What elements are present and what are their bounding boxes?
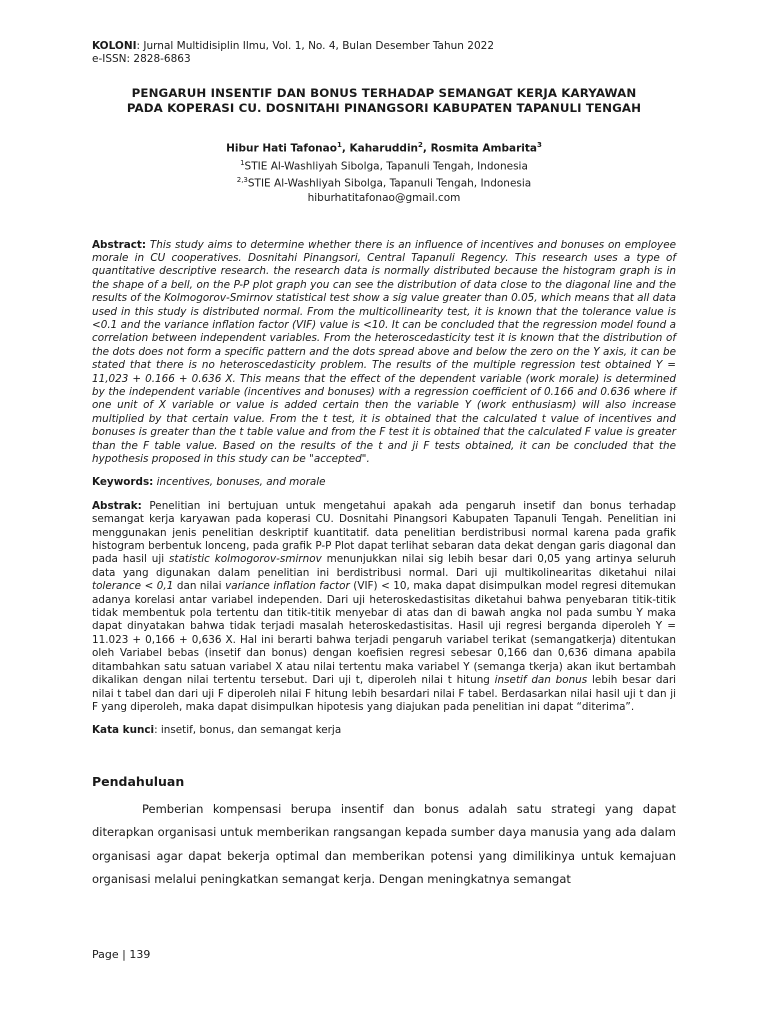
keywords-label: Keywords: bbox=[92, 476, 154, 489]
abstrak-text-4: (VIF) < 10, maka dapat disimpulkan model regresi ditemukan adanya korelasi antar variabel independen. Dari uji heteroskedastisitas diketahui bahwa penyebaran titik-titik tidak membentuk pola tertentu dan titik-titik menyebar di atas dan di bawah angka nol pada sumbu Y maka dapat dinyatakan bahwa tidak terjadi masalah heteroskedastisitas. Hasil uji regresi berganda diperoleh Y = 11.023 + 0,166 + 0,636 X. Hal ini berarti bahwa terjadi pengaruh variabel terikat (semangatkerja) ditentukan oleh Variabel bebas (insetif dan bonus) dengan koefisien regresi sebesar 0,166 dan 0,636 dimana apabila ditambahkan satu satuan variabel X atau nilai tertentu maka variabel Y (semanga tkerja) akan ikut bertambah dikalikan dengan nilai tertentu tersebut. Dari uji t, diperoleh nilai t hitung bbox=[92, 580, 676, 687]
paper-title-line-2: PADA KOPERASI CU. DOSNITAHI PINANGSORI KABUPATEN TAPANULI TENGAH bbox=[126, 101, 642, 115]
author-block bbox=[92, 138, 676, 205]
affiliation-1 bbox=[92, 156, 676, 174]
section-heading: Pendahuluan bbox=[92, 773, 185, 789]
kata-kunci bbox=[92, 724, 676, 737]
abstrak-text-2: menunjukkan nilai sig lebih besar dari 0,05 yang artinya seluruh data yang digunakan dalam penelitian ini berdistribusi normal. Dari uji multikolinearitas diketahui nilai bbox=[92, 553, 676, 579]
journal-issn: e-ISSN: 2828-6863 bbox=[92, 53, 191, 65]
keywords-english bbox=[92, 476, 676, 489]
paper-page bbox=[92, 40, 676, 892]
journal-header bbox=[92, 40, 676, 66]
author-1: Hibur Hati Tafonao bbox=[226, 142, 337, 155]
affiliation-2-sup: 2,3 bbox=[236, 176, 248, 184]
section-paragraph: Pemberian kompensasi berupa insentif dan bonus adalah satu strategi yang dapat diterapkan organisasi untuk memberikan rangsangan kepada sumber daya manusia yang ada dalam organisasi agar dapat bekerja optimal dan memberikan potensi yang dimilikinya untuk kemajuan organisasi melalui peningkatkan semangat kerja. Dengan meningkatnya semangat bbox=[92, 801, 676, 887]
author-3: Rosmita Ambarita bbox=[430, 142, 537, 155]
keywords-text: incentives, bonuses, and morale bbox=[156, 476, 326, 489]
page-number: Page | 139 bbox=[92, 948, 151, 961]
journal-name: KOLONI bbox=[92, 40, 137, 52]
abstract-english bbox=[92, 239, 676, 467]
affiliation-1-text: STIE Al-Washliyah Sibolga, Tapanuli Tengah, Indonesia bbox=[244, 160, 528, 172]
paper-title-line-1: PENGARUH INSENTIF DAN BONUS TERHADAP SEMANGAT KERJA KARYAWAN bbox=[131, 86, 637, 100]
author-2: Kaharuddin bbox=[349, 142, 419, 155]
author-email: hiburhatitafonao@gmail.com bbox=[307, 191, 461, 204]
author-3-sup: 3 bbox=[536, 141, 542, 149]
kata-kunci-text: : insetif, bonus, dan semangat kerja bbox=[154, 724, 342, 737]
abstract-text: This study aims to determine whether there is an influence of incentives and bonuses on employee morale in CU cooperatives. Dosnitahi Pinangsori, Central Tapanuli Regency. This research uses a type of quantitative descriptive research. the research data is normally distributed because the histogram graph is in the shape of a bell, on the P-P plot graph you can see the distribution of data close to the diagonal line and the results of the Kolmogorov-Smirnov statistical test show a sig value greater than 0.05, which means that all data used in this study is distributed normal. From the multicollinearity test, it is known that the tolerance value is <0.1 and the variance inflation factor (VIF) value is <10. It can be concluded that the regression model found a correlation between independent variables. From the heteroscedasticity test it is known that the distribution of the dots does not form a specific pattern and the dots spread above and below the zero on the Y axis, it can be stated that there is no heteroscedasticity problem. The results of the multiple regression test obtained Y = 11,023 + 0.166 + 0.636 X. This means that the effect of the dependent variable (work morale) is determined by the independent variable (incentives and bonuses) with a regression coefficient of 0.166 and 0.636 where if one unit of X variable or value is added certain then the variable Y (work enthusiasm) will also increase multiplied by that certain value. From the t test, it is obtained that the calculated t value of incentives and bonuses is greater than the t table value and from the F test it is obtained that the calculated F value is greater than the F table value. Based on the results of the t and ji F tests obtained, it can be concluded that the hypothesis proposed in this study can be "accepted". bbox=[92, 238, 676, 465]
affiliation-2 bbox=[92, 173, 676, 191]
abstract-label: Abstract: bbox=[92, 238, 147, 251]
affiliation-2-text: STIE Al-Washliyah Sibolga, Tapanuli Tengah, Indonesia bbox=[247, 177, 532, 190]
abstrak-indonesian bbox=[92, 500, 676, 715]
abstrak-label: Abstrak: bbox=[92, 499, 142, 512]
kata-kunci-label: Kata kunci bbox=[92, 724, 155, 737]
abstrak-text-3: dan nilai bbox=[176, 580, 222, 593]
abstrak-italic-1: statistic kolmogorov-smirnov bbox=[168, 553, 322, 566]
author-1-sup: 1 bbox=[336, 141, 342, 149]
abstrak-text-5: lebih besar dari nilai t tabel dan dari uji F diperoleh nilai F hitung lebih besardari nilai F tabel. Berdasarkan nilai hasil uji t dan ji F yang diperoleh, maka dapat disimpulkan hipotesis yang diajukan pada penelitian ini dapat “diterima”. bbox=[92, 674, 676, 713]
abstrak-text-1: Penelitian ini bertujuan untuk mengetahui apakah ada pengaruh insetif dan bonus terhadap semangat kerja karyawan pada koperasi CU. Dosnitahi Pinangsori Kabupaten Tapanuli Tengah. Penelitian ini menggunakan jenis penelitian deskriptif kuantitatif. data penelitian berdistribusi normal karena pada grafik histogram berbentuk lonceng, pada grafik P-P Plot dapat terlihat sebaran data dekat dengan garis diagonal dan pada hasil uji bbox=[92, 499, 677, 566]
abstrak-italic-3: variance inflation factor bbox=[225, 580, 350, 593]
abstrak-italic-2: tolerance < 0,1 bbox=[92, 580, 174, 593]
paper-title bbox=[92, 86, 676, 116]
author-2-sup: 2 bbox=[418, 141, 423, 149]
abstrak-italic-4: insetif dan bonus bbox=[494, 674, 588, 687]
author-names: Hibur Hati Tafonao$^1$, Kaharuddin$^2$, Rosmita Ambarita$^3$ bbox=[226, 141, 542, 155]
journal-details: : Jurnal Multidisiplin Ilmu, Vol. 1, No. 4, Bulan Desember Tahun 2022 bbox=[136, 40, 495, 52]
affiliation-1-sup: 1 bbox=[240, 158, 245, 167]
